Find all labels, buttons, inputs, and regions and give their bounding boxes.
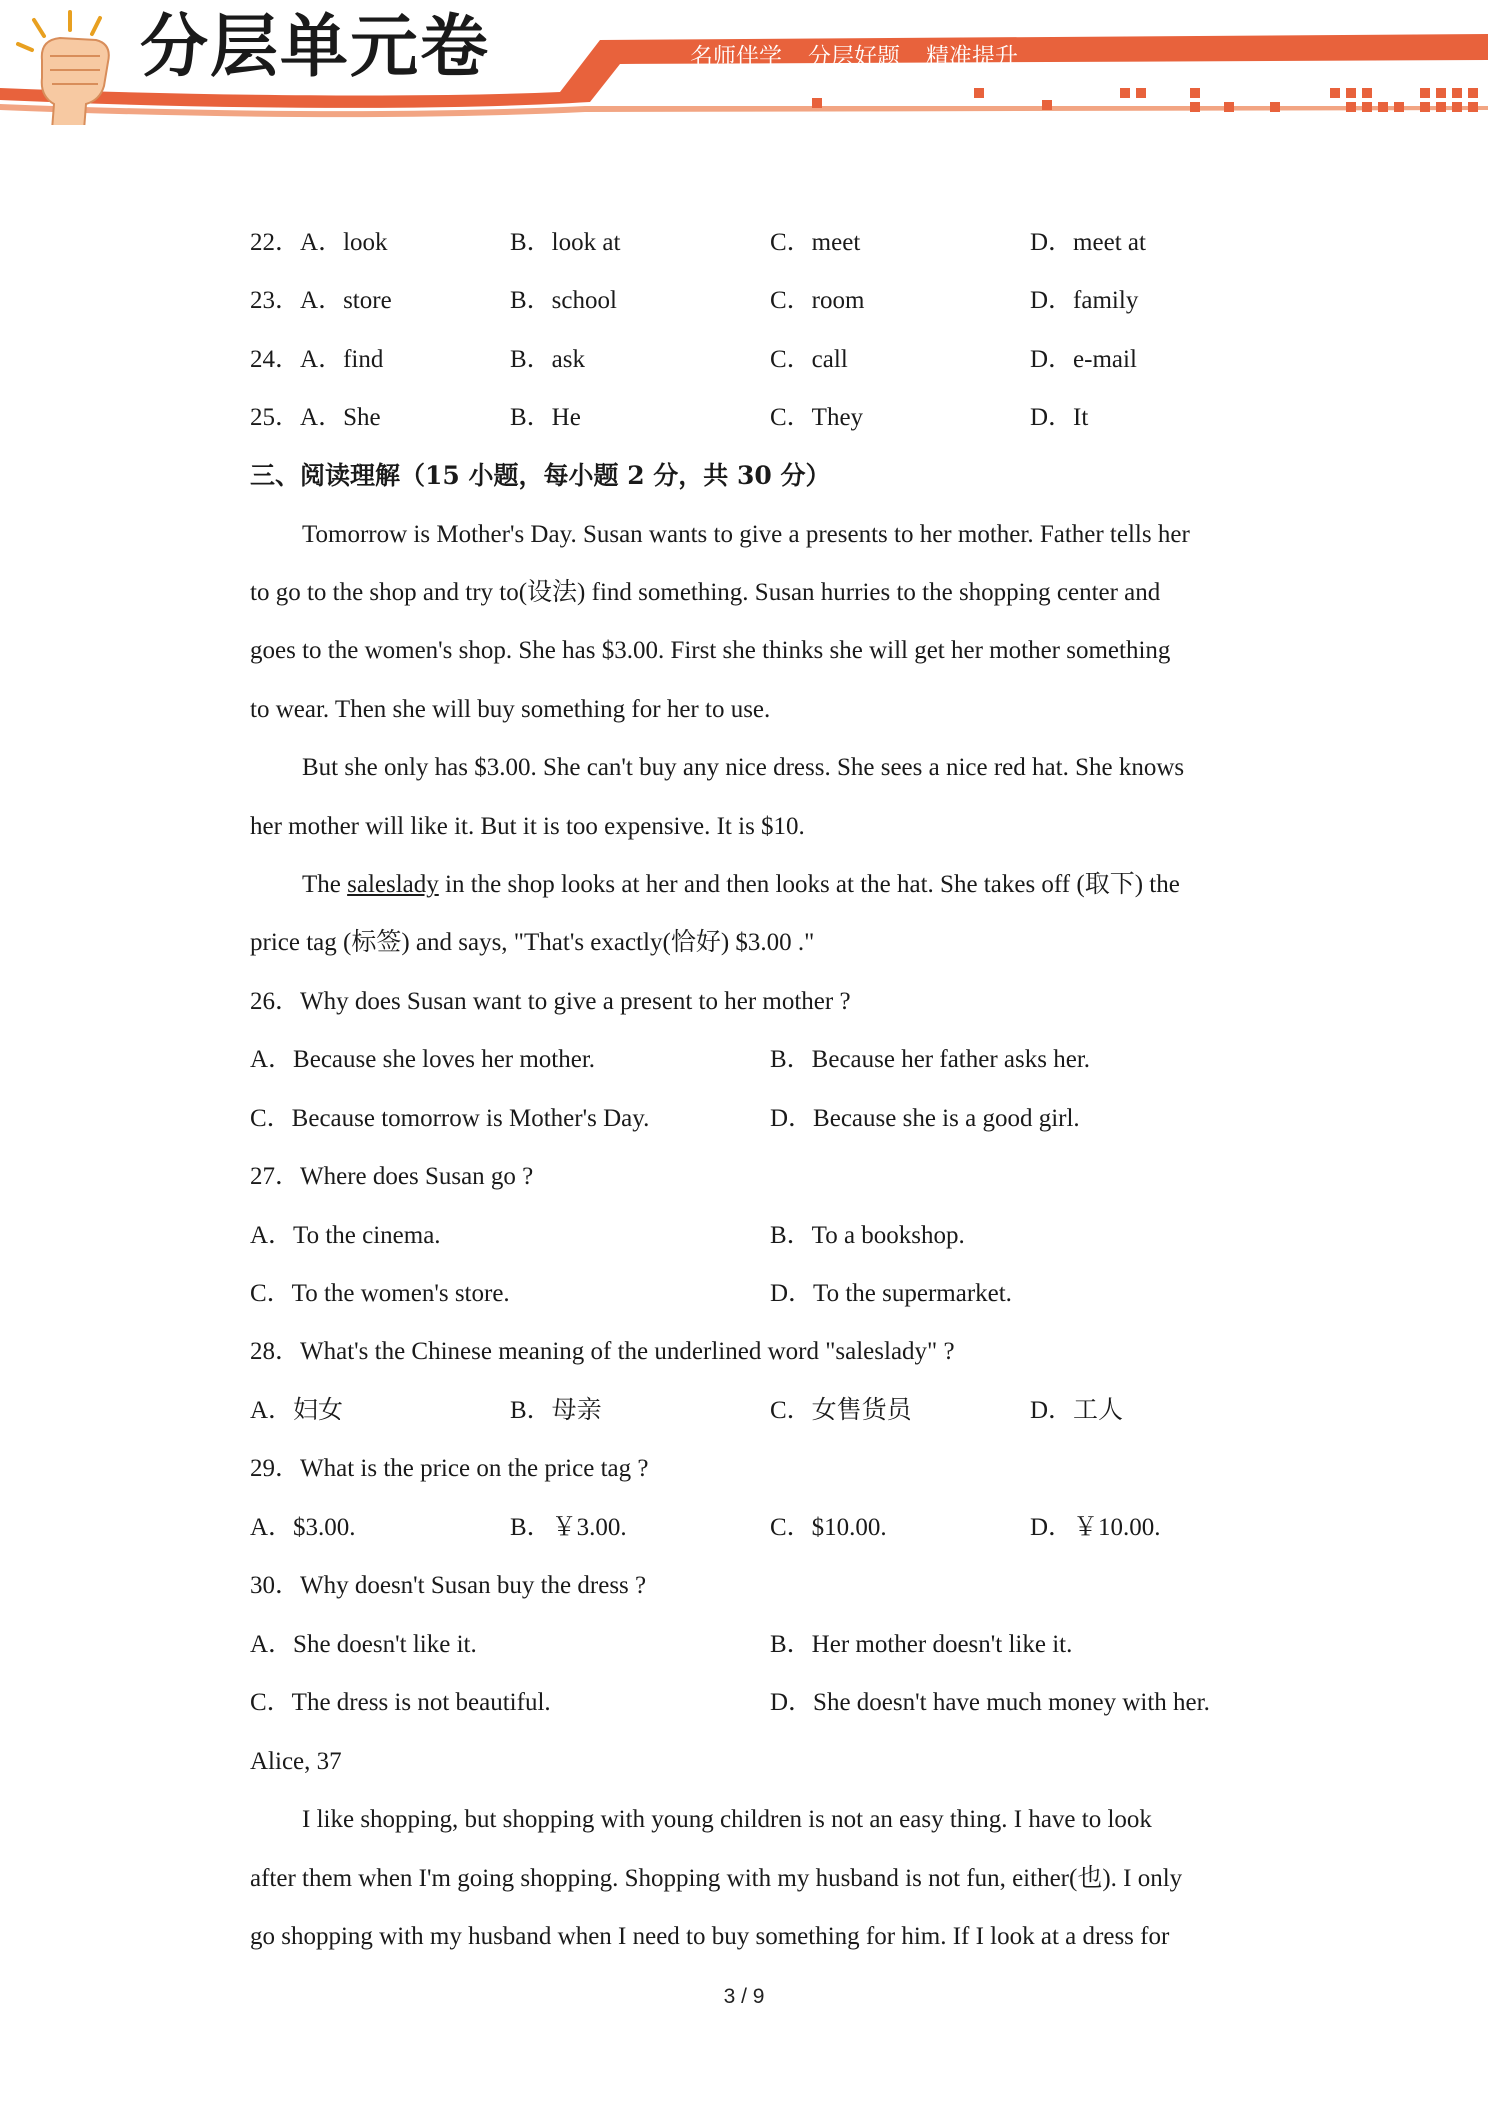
question-option: B．He <box>510 404 581 431</box>
passage-line: price tag (标签) and says, "That's exactly(恰好) $3.00 ." <box>250 929 815 956</box>
passage-line: go shopping with my husband when I need to buy something for him. If I look at a dress for <box>250 1923 1170 1950</box>
question-option: D．It <box>1030 404 1089 431</box>
question-option: D．Because she is a good girl. <box>770 1105 1080 1132</box>
question-option: D．￥10.00. <box>1030 1514 1161 1541</box>
question-option: A．$3.00. <box>250 1514 356 1541</box>
passage-line: But she only has $3.00. She can't buy any nice dress. She sees a nice red hat. She knows <box>302 754 1185 781</box>
question-option: B．母亲 <box>510 1397 602 1424</box>
question-option: A．To the cinema. <box>250 1222 441 1249</box>
passage-line: goes to the women's shop. She has $3.00. First she thinks she will get her mother something <box>250 637 1171 664</box>
question-option: B．school <box>510 287 617 314</box>
question-option: D．family <box>1030 287 1139 314</box>
question-option: D．meet at <box>1030 229 1146 256</box>
passage-line: after them when I'm going shopping. Shopping with my husband is not fun, either(也). I only <box>250 1865 1183 1892</box>
question-option: D．工人 <box>1030 1397 1124 1424</box>
question-option: A．Because she loves her mother. <box>250 1046 596 1073</box>
question-option: B．Her mother doesn't like it. <box>770 1631 1073 1658</box>
question-option: C．room <box>770 287 865 314</box>
question-option: C．女售货员 <box>770 1397 912 1424</box>
question-stem: 27．Where does Susan go ? <box>250 1163 534 1190</box>
question-option: D．e-mail <box>1030 346 1137 373</box>
passage-line: her mother will like it. But it is too expensive. It is $10. <box>250 813 805 840</box>
question-option: C．$10.00. <box>770 1514 887 1541</box>
question-option: B．look at <box>510 229 621 256</box>
question-stem: 29．What is the price on the price tag ? <box>250 1455 649 1482</box>
question-stem: 26．Why does Susan want to give a present to her mother ? <box>250 988 851 1015</box>
slogan-item: 名师伴学 <box>690 43 782 70</box>
question-option: A．She doesn't like it. <box>250 1631 477 1658</box>
question-stem: 30．Why doesn't Susan buy the dress ? <box>250 1572 647 1599</box>
question-option: C．Because tomorrow is Mother's Day. <box>250 1105 650 1132</box>
question-option: D．To the supermarket. <box>770 1280 1012 1307</box>
question-option: 22．A．look <box>250 229 388 256</box>
question-option: A．妇女 <box>250 1397 344 1424</box>
passage-line: The saleslady in the shop looks at her and then looks at the hat. She takes off (取下) the <box>302 871 1180 898</box>
slogan-item: 精准提升 <box>926 43 1018 70</box>
question-option: B．￥3.00. <box>510 1514 627 1541</box>
slogan-item: 分层好题 <box>808 43 900 70</box>
section-heading: 三、阅读理解（15 小题，每小题 2 分，共 30 分） <box>250 461 831 490</box>
question-option: C．To the women's store. <box>250 1280 510 1307</box>
question-option: C．call <box>770 346 848 373</box>
question-option: 24．A．find <box>250 346 384 373</box>
question-option: 25．A．She <box>250 404 381 431</box>
question-option: C．They <box>770 404 864 431</box>
question-option: 23．A．store <box>250 287 392 314</box>
passage-line: to wear. Then she will buy something for her to use. <box>250 696 771 723</box>
question-option: C．The dress is not beautiful. <box>250 1689 551 1716</box>
underlined-word: saleslady <box>347 871 439 898</box>
page-number: 3 / 9 <box>723 1985 765 2008</box>
question-option: B．Because her father asks her. <box>770 1046 1091 1073</box>
passage-line: to go to the shop and try to(设法) find something. Susan hurries to the shopping center and <box>250 579 1161 606</box>
question-option: D．She doesn't have much money with her. <box>770 1689 1210 1716</box>
brand-title: 分层单元卷 <box>140 8 491 87</box>
question-stem: 28．What's the Chinese meaning of the underlined word "saleslady" ? <box>250 1338 955 1365</box>
question-option: B．ask <box>510 346 586 373</box>
question-option: B．To a bookshop. <box>770 1222 965 1249</box>
header-slogans <box>690 36 1018 72</box>
question-option: C．meet <box>770 229 861 256</box>
passage-line: I like shopping, but shopping with young children is not an easy thing. I have to look <box>302 1806 1152 1833</box>
page-header <box>0 0 1488 125</box>
speaker-label: Alice, 37 <box>250 1748 342 1775</box>
passage-line: Tomorrow is Mother's Day. Susan wants to give a presents to her mother. Father tells her <box>302 521 1190 548</box>
